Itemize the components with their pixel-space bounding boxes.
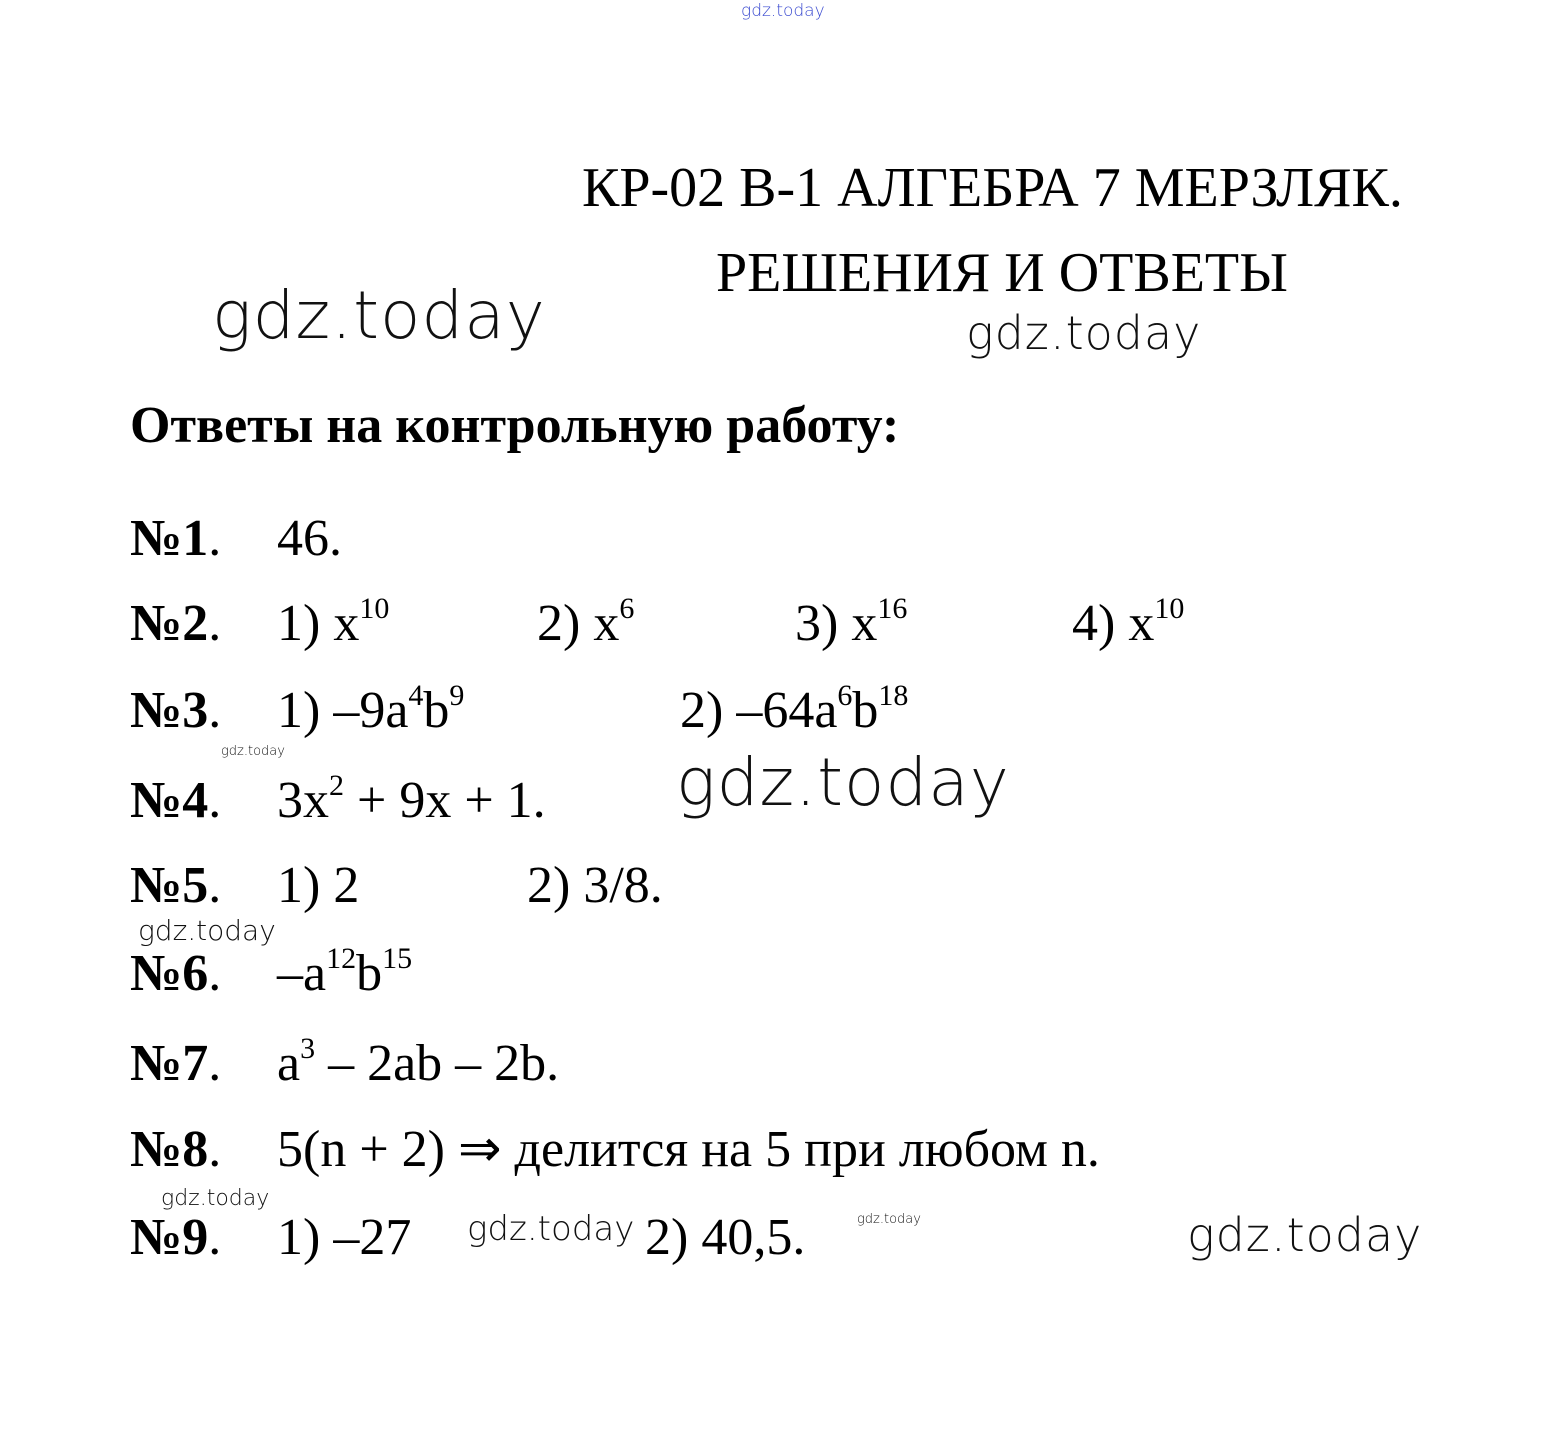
answer-label: №4.: [130, 772, 222, 829]
answer-part: 1) $-9a^4b^9$: [277, 679, 465, 739]
answer-row-2: [130, 592, 1430, 658]
answer-part: $-a^{12}b^{15}$: [277, 942, 413, 1002]
answer-part: 2) 3/8.: [527, 857, 663, 914]
answer-part: 2) 40,5.: [645, 1209, 806, 1266]
watermark: gdz.today: [221, 744, 285, 759]
answer-part: 2) $x^6$: [537, 592, 635, 652]
answer-part: 1) $x^{10}$: [277, 592, 390, 652]
answer-row-3: [130, 679, 1430, 745]
answer-row-7: [130, 1032, 1430, 1098]
watermark: gdz.today: [676, 744, 1010, 821]
answer-row-5: [130, 857, 1430, 920]
answer-label: №8.: [130, 1121, 222, 1178]
answer-label: №1.: [130, 510, 222, 567]
answer-row-1: [130, 510, 1430, 573]
answer-label: №2.: [130, 595, 222, 652]
watermark: gdz.today: [741, 1, 825, 21]
watermark: gdz.today: [467, 1209, 635, 1249]
watermark: gdz.today: [212, 277, 546, 354]
section-heading: Ответы на контрольную работу:: [130, 397, 900, 454]
answer-part: 46.: [277, 510, 342, 567]
answer-part: $3x^2 + 9x + 1$.: [277, 769, 546, 829]
watermark: gdz.today: [1187, 1208, 1423, 1262]
page-title: КР-02 В-1 АЛГЕБРА 7 МЕРЗЛЯК.: [582, 157, 1403, 219]
watermark: gdz.today: [161, 1186, 270, 1211]
answer-part: 2) $-64a^6b^{18}$: [680, 679, 909, 739]
answer-part: 3) $x^{16}$: [795, 592, 908, 652]
answer-part: 1) –27: [277, 1209, 412, 1266]
answer-label: №6.: [130, 945, 222, 1002]
answer-row-8: [130, 1121, 1430, 1184]
watermark: gdz.today: [857, 1212, 921, 1227]
answer-part: 4) $x^{10}$: [1072, 592, 1185, 652]
page-subtitle: РЕШЕНИЯ И ОТВЕТЫ: [716, 242, 1288, 304]
answer-label: №5.: [130, 857, 222, 914]
answer-row-6: [130, 942, 1430, 1008]
answer-part: 1) 2: [277, 857, 360, 914]
answer-row-4: [130, 769, 1430, 835]
watermark: gdz.today: [966, 306, 1202, 360]
answer-label: №3.: [130, 682, 222, 739]
answer-part: 5(n + 2) ⇒ делится на 5 при любом n.: [277, 1121, 1100, 1178]
answer-label: №7.: [130, 1035, 222, 1092]
answer-part: $a^3 - 2ab - 2b$.: [277, 1032, 560, 1092]
answer-label: №9.: [130, 1209, 222, 1266]
watermark: gdz.today: [138, 914, 276, 947]
answer-row-9: [130, 1208, 1430, 1272]
